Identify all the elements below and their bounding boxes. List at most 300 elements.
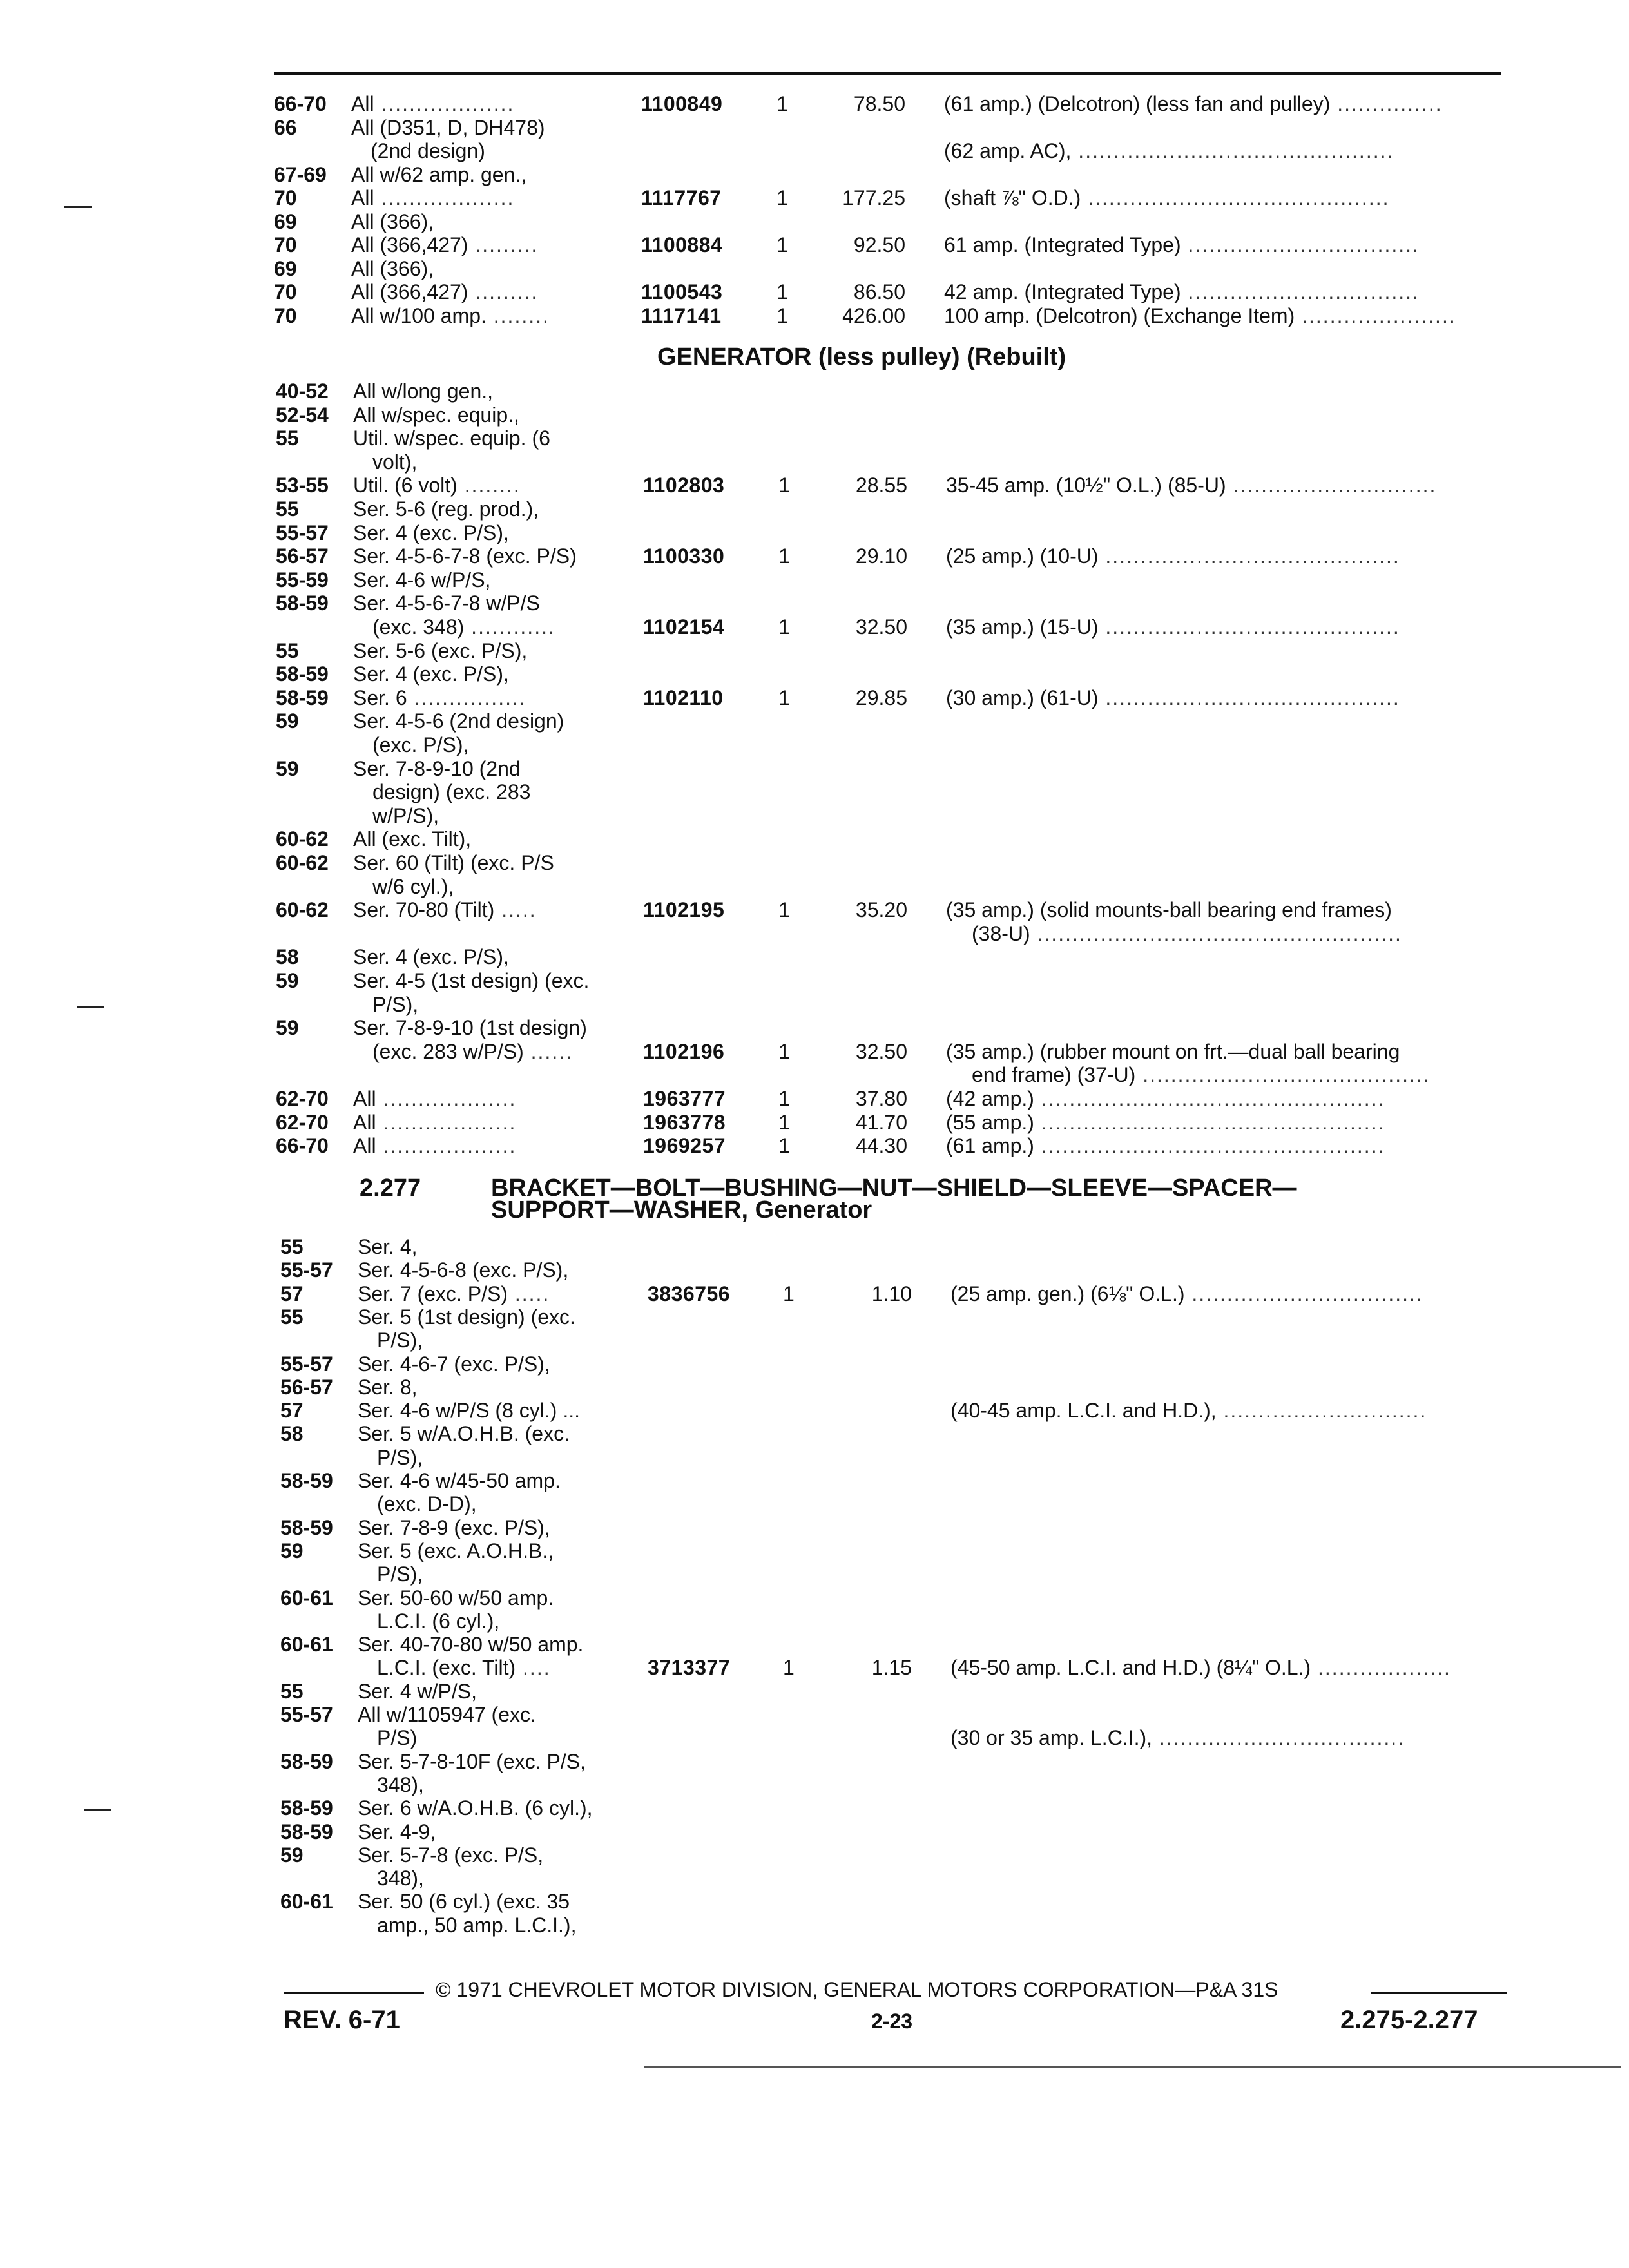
description: (42 amp.) ................................................. bbox=[946, 1087, 1385, 1110]
quantity: 1 bbox=[783, 1282, 795, 1305]
table-row bbox=[276, 850, 1503, 875]
table-row bbox=[276, 803, 1503, 828]
model-year: 60-62 bbox=[276, 851, 329, 874]
dot-leader: ................... bbox=[376, 1087, 517, 1110]
model-year: 55 bbox=[276, 497, 299, 521]
table-row bbox=[276, 403, 1503, 427]
price: 32.50 bbox=[855, 615, 907, 639]
application: 348), bbox=[377, 1867, 424, 1890]
table-row bbox=[276, 379, 1503, 403]
dot-leader: .................................................... bbox=[1030, 921, 1402, 945]
dot-leader: ................... bbox=[374, 186, 515, 209]
model-year: 66-70 bbox=[276, 1134, 329, 1158]
price: 29.85 bbox=[855, 686, 907, 709]
application: All ................... bbox=[351, 186, 515, 209]
model-year: 60-62 bbox=[276, 827, 329, 851]
application: (exc. 283 w/P/S) ...... bbox=[372, 1039, 573, 1063]
margin-mark bbox=[84, 1809, 111, 1811]
model-year: 53-55 bbox=[276, 474, 329, 497]
table-row bbox=[274, 256, 1501, 281]
table-row bbox=[280, 1445, 1508, 1470]
margin-mark bbox=[64, 206, 92, 208]
model-year: 67-69 bbox=[274, 162, 327, 186]
table-row bbox=[280, 1398, 1508, 1423]
dot-leader: ................................................. bbox=[1034, 1110, 1385, 1134]
table-row bbox=[276, 733, 1503, 757]
application: Ser. 4-9, bbox=[358, 1820, 436, 1843]
table-row bbox=[280, 1328, 1508, 1352]
application: Ser. 5 (1st design) (exc. bbox=[358, 1305, 575, 1329]
part-number: 1100543 bbox=[641, 280, 723, 303]
description: (45-50 amp. L.C.I. and H.D.) (8¼" O.L.) ................... bbox=[950, 1656, 1451, 1680]
table-row bbox=[280, 1749, 1508, 1774]
table-row bbox=[274, 303, 1501, 328]
application: P/S) bbox=[377, 1726, 418, 1750]
model-year: 58-59 bbox=[280, 1820, 333, 1843]
quantity: 1 bbox=[778, 1087, 790, 1110]
description: (35 amp.) (solid mounts-ball bearing end frames) bbox=[946, 898, 1392, 922]
application: Ser. 5 w/A.O.H.B. (exc. bbox=[358, 1422, 570, 1446]
quantity: 1 bbox=[778, 1134, 790, 1158]
description: (30 or 35 amp. L.C.I.), ................................... bbox=[950, 1726, 1405, 1750]
application: All w/62 amp. gen., bbox=[351, 162, 527, 186]
application: Util. w/spec. equip. (6 bbox=[353, 427, 550, 450]
application: Ser. 5 (exc. A.O.H.B., bbox=[358, 1539, 554, 1562]
model-year: 56-57 bbox=[280, 1375, 333, 1399]
table-row bbox=[280, 1679, 1508, 1704]
table-row bbox=[280, 1235, 1508, 1259]
model-year: 52-54 bbox=[276, 403, 329, 427]
model-year: 70 bbox=[274, 280, 297, 303]
application: L.C.I. (6 cyl.), bbox=[377, 1609, 500, 1633]
table-row bbox=[276, 450, 1503, 474]
table-row bbox=[276, 521, 1503, 545]
table-row bbox=[276, 426, 1503, 450]
table-row bbox=[276, 968, 1503, 993]
quantity: 1 bbox=[783, 1656, 795, 1680]
table-row bbox=[276, 1015, 1503, 1040]
part-number: 1102196 bbox=[643, 1039, 725, 1063]
quantity: 1 bbox=[776, 233, 788, 256]
description: 35-45 amp. (10½" O.L.) (85-U) ............................. bbox=[946, 474, 1437, 497]
description: (35 amp.) (15-U) .......................................... bbox=[946, 615, 1400, 639]
application: Ser. 4 w/P/S, bbox=[358, 1679, 477, 1703]
table-row bbox=[276, 898, 1503, 922]
table-row bbox=[280, 1609, 1508, 1633]
table-row bbox=[276, 615, 1503, 639]
model-year: 55-57 bbox=[280, 1258, 333, 1282]
dot-leader: ............................. bbox=[1216, 1399, 1427, 1423]
application: Ser. 4-5-6-7-8 w/P/S bbox=[353, 591, 540, 615]
part-number: 3713377 bbox=[648, 1656, 731, 1680]
table-row bbox=[274, 233, 1501, 257]
application: Ser. 40-70-80 w/50 amp. bbox=[358, 1633, 584, 1657]
table-row bbox=[274, 280, 1501, 304]
page-number: 2-23 bbox=[871, 2010, 913, 2033]
price: 78.50 bbox=[853, 92, 905, 115]
table-row bbox=[276, 568, 1503, 592]
table-row bbox=[276, 686, 1503, 710]
description: (shaft ⅞" O.D.) ........................................... bbox=[944, 186, 1390, 209]
part-number: 1963777 bbox=[643, 1087, 726, 1110]
description: (62 amp. AC), ............................................. bbox=[944, 139, 1394, 162]
part-number: 1969257 bbox=[643, 1134, 726, 1158]
application: L.C.I. (exc. Tilt) .... bbox=[377, 1656, 551, 1680]
application: Ser. 5-6 (reg. prod.), bbox=[353, 497, 539, 521]
part-number: 1117767 bbox=[641, 186, 722, 209]
table-row bbox=[276, 1039, 1503, 1064]
price: 177.25 bbox=[842, 186, 905, 209]
bracket-section-number: 2.277 bbox=[360, 1175, 421, 1202]
model-year: 57 bbox=[280, 1282, 304, 1305]
description: 100 amp. (Delcotron) (Exchange Item) ...................... bbox=[944, 303, 1456, 327]
dot-leader: ...... bbox=[523, 1039, 573, 1063]
table-row bbox=[274, 115, 1501, 140]
quantity: 1 bbox=[778, 474, 790, 497]
application: design) (exc. 283 bbox=[372, 780, 531, 804]
application: Ser. 4-6 w/P/S, bbox=[353, 568, 491, 591]
footer-rule-left bbox=[284, 1992, 424, 1994]
dot-leader: ................... bbox=[1311, 1656, 1451, 1680]
description: (25 amp.) (10-U) .......................................... bbox=[946, 544, 1400, 568]
price: 92.50 bbox=[853, 233, 905, 256]
description: (25 amp. gen.) (6⅛" O.L.) ................................. bbox=[950, 1282, 1423, 1305]
application: Ser. 4-5-6-7-8 (exc. P/S) bbox=[353, 544, 577, 568]
table-row bbox=[280, 1843, 1508, 1867]
table-row bbox=[276, 1086, 1503, 1111]
section-range: 2.275-2.277 bbox=[1340, 2006, 1478, 2034]
application: Ser. 60 (Tilt) (exc. P/S bbox=[353, 851, 554, 874]
table-row bbox=[280, 1866, 1508, 1890]
model-year: 60-61 bbox=[280, 1586, 333, 1610]
table-row bbox=[276, 497, 1503, 521]
application: (exc. P/S), bbox=[372, 733, 469, 756]
model-year: 55 bbox=[280, 1235, 304, 1258]
table-row bbox=[276, 709, 1503, 733]
part-number: 1100849 bbox=[641, 92, 723, 115]
table-row bbox=[280, 1796, 1508, 1820]
description: (40-45 amp. L.C.I. and H.D.), ............................. bbox=[950, 1399, 1427, 1423]
application: Ser. 70-80 (Tilt) ..... bbox=[353, 898, 537, 922]
description: (35 amp.) (rubber mount on frt.—dual ball bearing bbox=[946, 1039, 1400, 1063]
table-row bbox=[280, 1282, 1508, 1306]
application: P/S), bbox=[377, 1562, 423, 1586]
application: Ser. 4-6-7 (exc. P/S), bbox=[358, 1352, 550, 1376]
model-year: 59 bbox=[276, 969, 299, 992]
quantity: 1 bbox=[778, 898, 790, 922]
dot-leader: ................................. bbox=[1181, 233, 1420, 256]
application: All w/1105947 (exc. bbox=[358, 1703, 536, 1726]
application: All ................... bbox=[353, 1110, 517, 1134]
table-row bbox=[280, 1632, 1508, 1657]
dot-leader: ............................. bbox=[1226, 474, 1437, 497]
model-year: 55 bbox=[276, 427, 299, 450]
model-year: 58-59 bbox=[276, 591, 329, 615]
table-row bbox=[276, 544, 1503, 568]
model-year: 40-52 bbox=[276, 380, 329, 403]
application: (exc. D-D), bbox=[377, 1492, 477, 1516]
table-row bbox=[276, 591, 1503, 615]
dot-leader: ......... bbox=[468, 280, 539, 303]
table-row bbox=[276, 662, 1503, 686]
table-row bbox=[280, 1539, 1508, 1563]
model-year: 59 bbox=[280, 1843, 304, 1867]
quantity: 1 bbox=[778, 686, 790, 709]
model-year: 66 bbox=[274, 115, 297, 139]
model-year: 58-59 bbox=[276, 662, 329, 686]
application: Ser. 5-6 (exc. P/S), bbox=[353, 639, 528, 662]
dot-leader: ................... bbox=[374, 92, 515, 115]
application: All (366,427) ......... bbox=[351, 233, 539, 256]
dot-leader: ............ bbox=[464, 615, 555, 639]
quantity: 1 bbox=[778, 544, 790, 568]
application: Ser. 8, bbox=[358, 1375, 418, 1399]
application: Util. (6 volt) ........ bbox=[353, 474, 521, 497]
price: 1.15 bbox=[871, 1656, 912, 1680]
price: 426.00 bbox=[842, 303, 905, 327]
description: end frame) (37-U) ......................................... bbox=[972, 1063, 1431, 1087]
application: Ser. 6 ................ bbox=[353, 686, 526, 709]
model-year: 62-70 bbox=[276, 1110, 329, 1134]
dot-leader: ............... bbox=[1330, 92, 1443, 115]
model-year: 55-57 bbox=[280, 1703, 333, 1726]
model-year: 58-59 bbox=[280, 1796, 333, 1820]
application: All w/100 amp. ........ bbox=[351, 303, 550, 327]
application: All ................... bbox=[353, 1087, 517, 1110]
table-row bbox=[280, 1492, 1508, 1516]
part-number: 1100330 bbox=[643, 544, 725, 568]
application: amp., 50 amp. L.C.I.), bbox=[377, 1913, 577, 1937]
application: w/6 cyl.), bbox=[372, 874, 454, 898]
dot-leader: .......................................... bbox=[1098, 615, 1400, 639]
application: w/P/S), bbox=[372, 803, 439, 827]
application: Ser. 6 w/A.O.H.B. (6 cyl.), bbox=[358, 1796, 593, 1820]
dot-leader: ................................. bbox=[1184, 1282, 1423, 1305]
quantity: 1 bbox=[776, 280, 788, 303]
quantity: 1 bbox=[776, 92, 788, 115]
table-row bbox=[276, 992, 1503, 1017]
application: All (366), bbox=[351, 256, 434, 280]
dot-leader: ................................... bbox=[1152, 1726, 1405, 1750]
application: All ................... bbox=[353, 1134, 517, 1158]
bracket-section-title-line1: BRACKET—BOLT—BUSHING—NUT—SHIELD—SLEEVE—SPACER— bbox=[491, 1175, 1297, 1202]
copyright-line: © 1971 CHEVROLET MOTOR DIVISION, GENERAL MOTORS CORPORATION—P&A 31S bbox=[436, 1978, 1278, 2001]
model-year: 60-61 bbox=[280, 1890, 333, 1914]
part-number: 1963778 bbox=[643, 1110, 726, 1134]
model-year: 58 bbox=[276, 945, 299, 969]
price: 86.50 bbox=[853, 280, 905, 303]
revision-label: REV. 6-71 bbox=[284, 2006, 400, 2034]
quantity: 1 bbox=[776, 186, 788, 209]
application: Ser. 5-7-8-10F (exc. P/S, bbox=[358, 1749, 586, 1773]
model-year: 57 bbox=[280, 1399, 304, 1423]
generator-section-title: GENERATOR (less pulley) (Rebuilt) bbox=[657, 343, 1066, 370]
quantity: 1 bbox=[778, 615, 790, 639]
application: Ser. 4, bbox=[358, 1235, 418, 1258]
quantity: 1 bbox=[776, 303, 788, 327]
table-row bbox=[276, 780, 1503, 804]
model-year: 60-61 bbox=[280, 1633, 333, 1657]
dot-leader: .......................................... bbox=[1098, 686, 1400, 709]
model-year: 59 bbox=[276, 1016, 299, 1040]
model-year: 55 bbox=[280, 1679, 304, 1703]
description: 42 amp. (Integrated Type) ................................. bbox=[944, 280, 1420, 303]
application: Ser. 4-6 w/45-50 amp. bbox=[358, 1469, 561, 1492]
part-number: 3836756 bbox=[648, 1282, 731, 1305]
model-year: 58-59 bbox=[280, 1749, 333, 1773]
application: (exc. 348) ............ bbox=[372, 615, 555, 639]
table-row bbox=[276, 1110, 1503, 1135]
application: 348), bbox=[377, 1773, 424, 1796]
dot-leader: .... bbox=[516, 1656, 551, 1680]
model-year: 69 bbox=[274, 209, 297, 233]
application: Ser. 4 (exc. P/S), bbox=[353, 945, 509, 969]
table-row bbox=[276, 1133, 1503, 1158]
table-row bbox=[280, 1586, 1508, 1610]
part-number: 1100884 bbox=[641, 233, 723, 256]
application: Ser. 7-8-9-10 (2nd bbox=[353, 756, 521, 780]
table-row bbox=[280, 1421, 1508, 1446]
quantity: 1 bbox=[778, 1110, 790, 1134]
price: 1.10 bbox=[871, 1282, 912, 1305]
application: Ser. 4-6 w/P/S (8 cyl.) ... bbox=[358, 1399, 580, 1423]
table-row bbox=[276, 756, 1503, 781]
model-year: 66-70 bbox=[274, 92, 327, 115]
dot-leader: ........................................... bbox=[1081, 186, 1390, 209]
quantity: 1 bbox=[778, 1039, 790, 1063]
dot-leader: ............................................. bbox=[1071, 139, 1394, 162]
model-year: 55-57 bbox=[280, 1352, 333, 1376]
application: All w/spec. equip., bbox=[353, 403, 519, 427]
model-year: 60-62 bbox=[276, 898, 329, 922]
application: P/S), bbox=[372, 992, 419, 1016]
application: Ser. 7-8-9 (exc. P/S), bbox=[358, 1515, 550, 1539]
top-rule bbox=[274, 72, 1501, 75]
dot-leader: ................................................. bbox=[1034, 1087, 1385, 1110]
dot-leader: ................... bbox=[376, 1134, 517, 1158]
table-row bbox=[274, 162, 1501, 187]
table-row bbox=[280, 1820, 1508, 1844]
model-year: 59 bbox=[276, 756, 299, 780]
table-row bbox=[274, 91, 1501, 116]
model-year: 55 bbox=[280, 1305, 304, 1329]
table-row bbox=[280, 1725, 1508, 1750]
dot-leader: ................ bbox=[407, 686, 526, 709]
model-year: 56-57 bbox=[276, 544, 329, 568]
price: 35.20 bbox=[855, 898, 907, 922]
model-year: 55-57 bbox=[276, 521, 329, 544]
model-year: 70 bbox=[274, 303, 297, 327]
part-number: 1102195 bbox=[643, 898, 725, 922]
application: Ser. 7 (exc. P/S) ..... bbox=[358, 1282, 550, 1305]
model-year: 62-70 bbox=[276, 1087, 329, 1110]
application: Ser. 50-60 w/50 amp. bbox=[358, 1586, 554, 1610]
application: All w/long gen., bbox=[353, 380, 494, 403]
model-year: 59 bbox=[276, 709, 299, 733]
table-row bbox=[280, 1655, 1508, 1680]
table-row bbox=[280, 1468, 1508, 1493]
description: (30 amp.) (61-U) .......................................... bbox=[946, 686, 1400, 709]
footer-rule-right bbox=[1371, 1992, 1507, 1994]
application: P/S), bbox=[377, 1329, 423, 1352]
application: volt), bbox=[372, 450, 418, 474]
model-year: 69 bbox=[274, 256, 297, 280]
dot-leader: ................... bbox=[376, 1110, 517, 1134]
dot-leader: ........ bbox=[486, 303, 550, 327]
dot-leader: ......................................... bbox=[1135, 1063, 1431, 1087]
table-row bbox=[280, 1702, 1508, 1727]
table-row bbox=[276, 945, 1503, 969]
model-year: 58-59 bbox=[280, 1515, 333, 1539]
table-row bbox=[274, 139, 1501, 163]
table-row bbox=[280, 1773, 1508, 1797]
model-year: 70 bbox=[274, 233, 297, 256]
application: Ser. 7-8-9-10 (1st design) bbox=[353, 1016, 587, 1040]
table-row bbox=[276, 639, 1503, 663]
application: Ser. 4 (exc. P/S), bbox=[353, 521, 509, 544]
price: 32.50 bbox=[855, 1039, 907, 1063]
model-year: 58-59 bbox=[280, 1469, 333, 1492]
price: 28.55 bbox=[855, 474, 907, 497]
dot-leader: ...................... bbox=[1295, 303, 1456, 327]
part-number: 1102154 bbox=[643, 615, 725, 639]
application: All ................... bbox=[351, 92, 515, 115]
model-year: 55 bbox=[276, 639, 299, 662]
table-row bbox=[274, 209, 1501, 234]
dot-leader: ................................................. bbox=[1034, 1134, 1385, 1158]
table-row bbox=[276, 827, 1503, 851]
table-row bbox=[280, 1889, 1508, 1914]
description: (61 amp.) (Delcotron) (less fan and pulley) ............... bbox=[944, 92, 1443, 115]
table-row bbox=[276, 473, 1503, 497]
table-row bbox=[274, 186, 1501, 210]
application: Ser. 50 (6 cyl.) (exc. 35 bbox=[358, 1890, 570, 1914]
application: All (366), bbox=[351, 209, 434, 233]
application: All (exc. Tilt), bbox=[353, 827, 472, 851]
price: 41.70 bbox=[855, 1110, 907, 1134]
table-row bbox=[276, 921, 1503, 946]
application: All (366,427) ......... bbox=[351, 280, 539, 303]
table-row bbox=[280, 1375, 1508, 1399]
model-year: 58 bbox=[280, 1422, 304, 1446]
part-number: 1117141 bbox=[641, 303, 722, 327]
application: Ser. 4-5-6-8 (exc. P/S), bbox=[358, 1258, 569, 1282]
application: P/S), bbox=[377, 1445, 423, 1469]
table-row bbox=[280, 1913, 1508, 1937]
part-number: 1102110 bbox=[643, 686, 724, 709]
table-row bbox=[280, 1515, 1508, 1540]
application: All (D351, D, DH478) bbox=[351, 115, 545, 139]
dot-leader: ................................. bbox=[1181, 280, 1420, 303]
description: (38-U) .................................................... bbox=[972, 921, 1402, 945]
margin-mark bbox=[77, 1006, 104, 1008]
application: (2nd design) bbox=[371, 139, 485, 162]
price: 44.30 bbox=[855, 1134, 907, 1158]
dot-leader: ......... bbox=[468, 233, 539, 256]
table-row bbox=[276, 1062, 1503, 1087]
application: Ser. 4-5 (1st design) (exc. bbox=[353, 969, 590, 992]
table-row bbox=[276, 874, 1503, 899]
description: 61 amp. (Integrated Type) ................................. bbox=[944, 233, 1420, 256]
dot-leader: ..... bbox=[507, 1282, 550, 1305]
description: (55 amp.) ................................................. bbox=[946, 1110, 1385, 1134]
model-year: 59 bbox=[280, 1539, 304, 1562]
table-row bbox=[280, 1352, 1508, 1376]
dot-leader: .......................................... bbox=[1098, 544, 1400, 568]
model-year: 70 bbox=[274, 186, 297, 209]
model-year: 58-59 bbox=[276, 686, 329, 709]
price: 37.80 bbox=[855, 1087, 907, 1110]
